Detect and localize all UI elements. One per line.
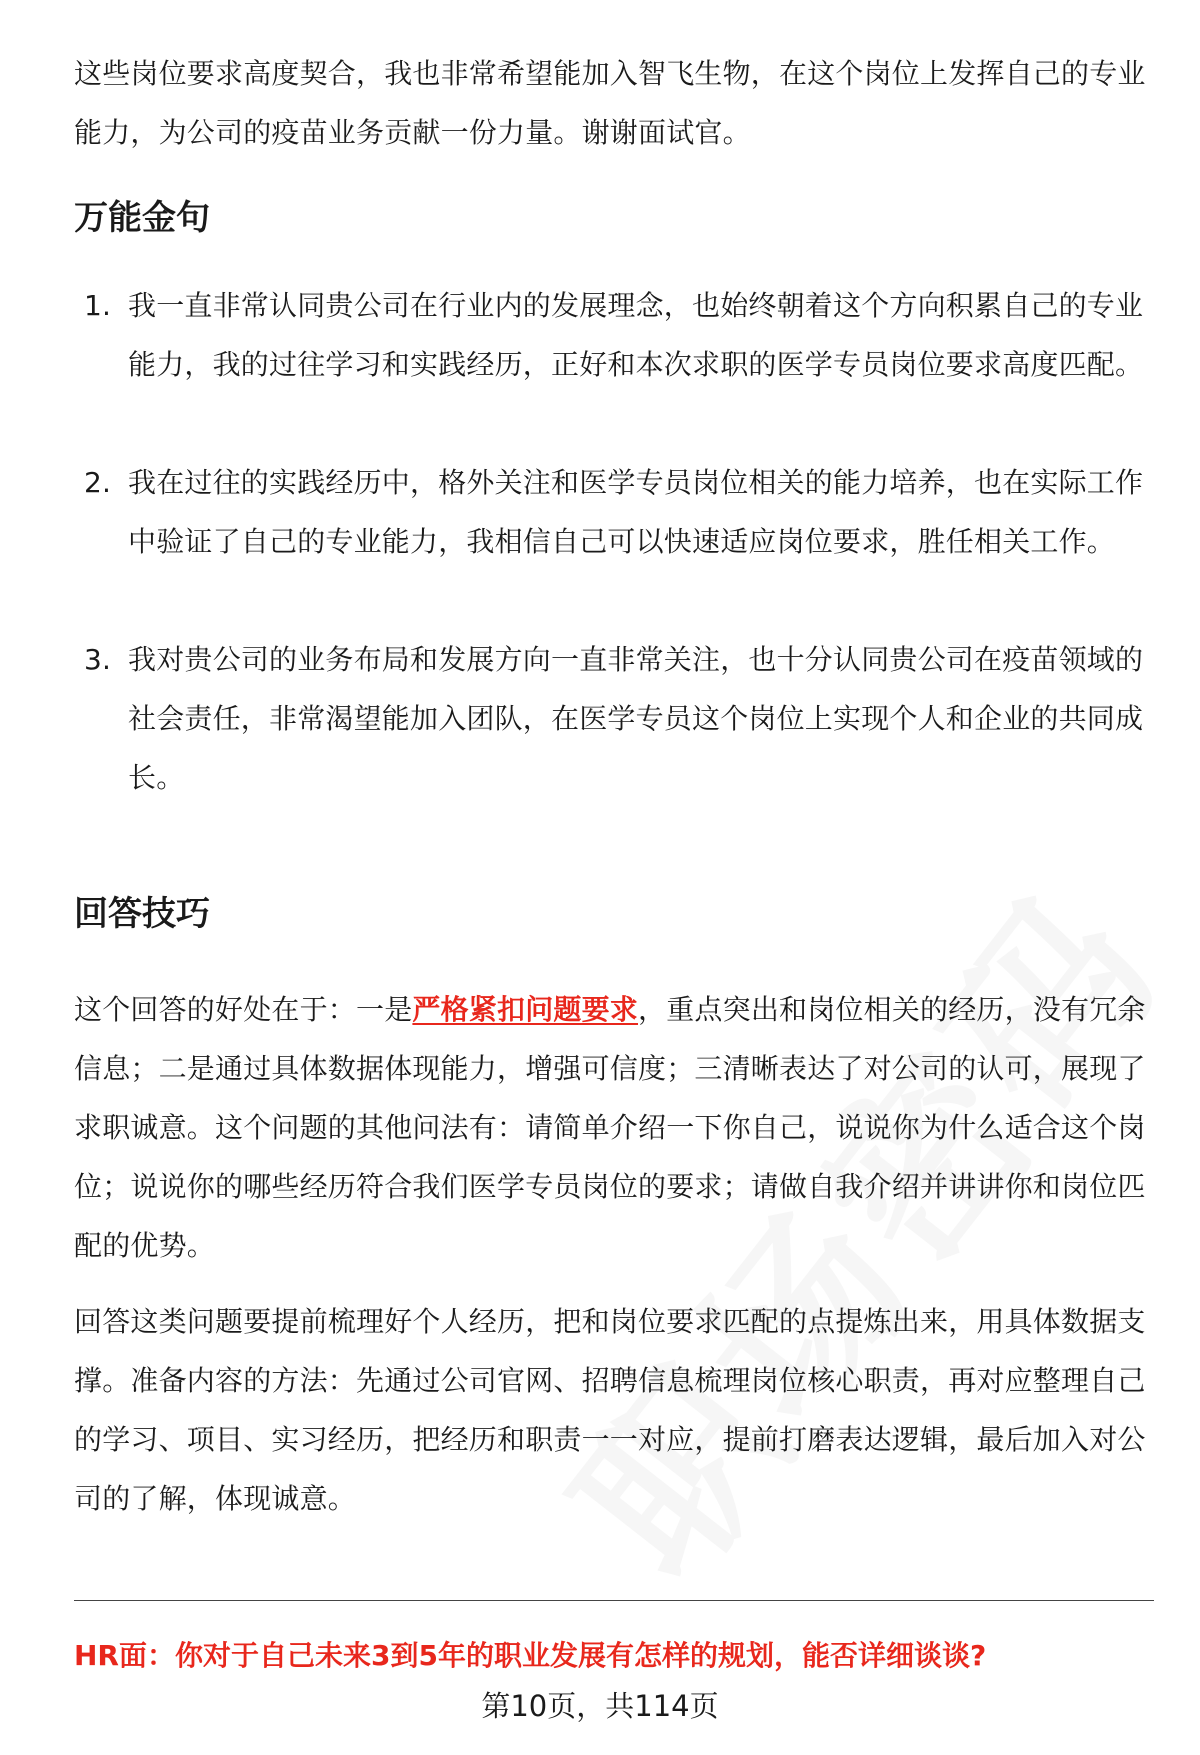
tips-paragraph-2: 回答这类问题要提前梳理好个人经历，把和岗位要求匹配的点提炼出来，用具体数据支撑。准备内容的方法：先通过公司官网、招聘信息梳理岗位核心职责，再对应整理自己的学习、项目、实习经历，把经历和职责一一对应，提前打磨表达逻辑，最后加入对公司的了解，体现诚意。 [74, 1305, 1146, 1515]
list-item-number: 2. [84, 466, 112, 499]
highlight-text: 严格紧扣问题要求 [412, 993, 639, 1026]
intro-paragraph: 这些岗位要求高度契合，我也非常希望能加入智飞生物，在这个岗位上发挥自己的专业能力，为公司的疫苗业务贡献一份力量。谢谢面试官。 [74, 57, 1146, 149]
list-item [84, 630, 1154, 807]
section-title-answer-tips: 回答技巧 [74, 894, 210, 934]
list-item-text: 我在过往的实践经历中，格外关注和医学专员岗位相关的能力培养，也在实际工作中验证了自己的专业能力，我相信自己可以快速适应岗位要求，胜任相关工作。 [128, 466, 1144, 558]
next-question: HR面：你对于自己未来3到5年的职业发展有怎样的规划，能否详细谈谈? [74, 1639, 987, 1672]
list-item [84, 453, 1154, 571]
tips-paragraph-1 [74, 980, 1154, 1275]
tips-text-after: ，重点突出和岗位相关的经历，没有冗余信息；二是通过具体数据体现能力，增强可信度；三清晰表达了对公司的认可，展现了求职诚意。这个问题的其他问法有：请简单介绍一下你自己，说说你为什么适合这个岗位；说说你的哪些经历符合我们医学专员岗位的要求；请做自我介绍并讲讲你和岗位匹配的优势。 [74, 993, 1146, 1262]
list-item-text: 我一直非常认同贵公司在行业内的发展理念，也始终朝着这个方向积累自己的专业能力，我的过往学习和实践经历，正好和本次求职的医学专员岗位要求高度匹配。 [128, 289, 1144, 381]
tips-text-before: 这个回答的好处在于：一是 [74, 993, 413, 1026]
list-item-number: 3. [84, 643, 112, 676]
list-item [84, 276, 1154, 394]
divider [74, 1600, 1154, 1601]
list-item-number: 1. [84, 289, 112, 322]
section-title-golden-sentences: 万能金句 [74, 198, 210, 238]
page-number: 第10页，共114页 [481, 1689, 719, 1723]
list-item-text: 我对贵公司的业务布局和发展方向一直非常关注，也十分认同贵公司在疫苗领域的社会责任，非常渴望能加入团队，在医学专员这个岗位上实现个人和企业的共同成长。 [128, 643, 1144, 794]
